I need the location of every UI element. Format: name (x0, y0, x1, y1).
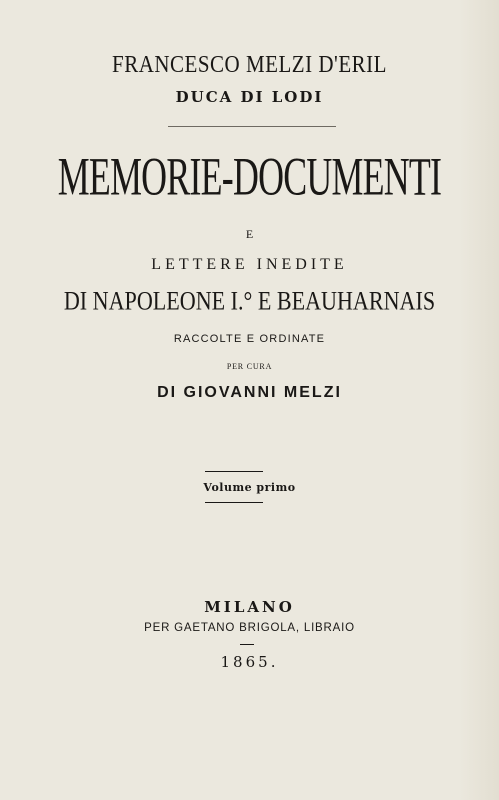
author-title: DUCA DI LODI (175, 88, 324, 106)
editor-name: DI GIOVANNI MELZI (157, 384, 342, 401)
collected-ordered-label: RACCOLTE E ORDINATE (173, 333, 326, 345)
imprint-publisher: PER GAETANO BRIGOLA, LIBRAIO (144, 622, 355, 634)
author-name: FRANCESCO MELZI D'ERIL (112, 50, 387, 78)
subtitle-line-2: DI NAPOLEONE I.° E BEAUHARNAIS (63, 287, 436, 317)
volume-rule-top (205, 471, 263, 472)
title-conjunction: E (245, 227, 254, 241)
divider-rule-top (168, 126, 336, 127)
main-title: MEMORIE-DOCUMENTI (57, 146, 442, 207)
volume-label: Volume primo (203, 481, 296, 494)
imprint-city: MILANO (204, 598, 295, 616)
imprint-rule (240, 644, 254, 645)
imprint-year: 1865. (220, 653, 279, 671)
per-cura-label: PER CURA (226, 362, 273, 371)
subtitle-line-1: LETTERE INEDITE (151, 256, 348, 273)
volume-rule-bottom (205, 502, 263, 503)
